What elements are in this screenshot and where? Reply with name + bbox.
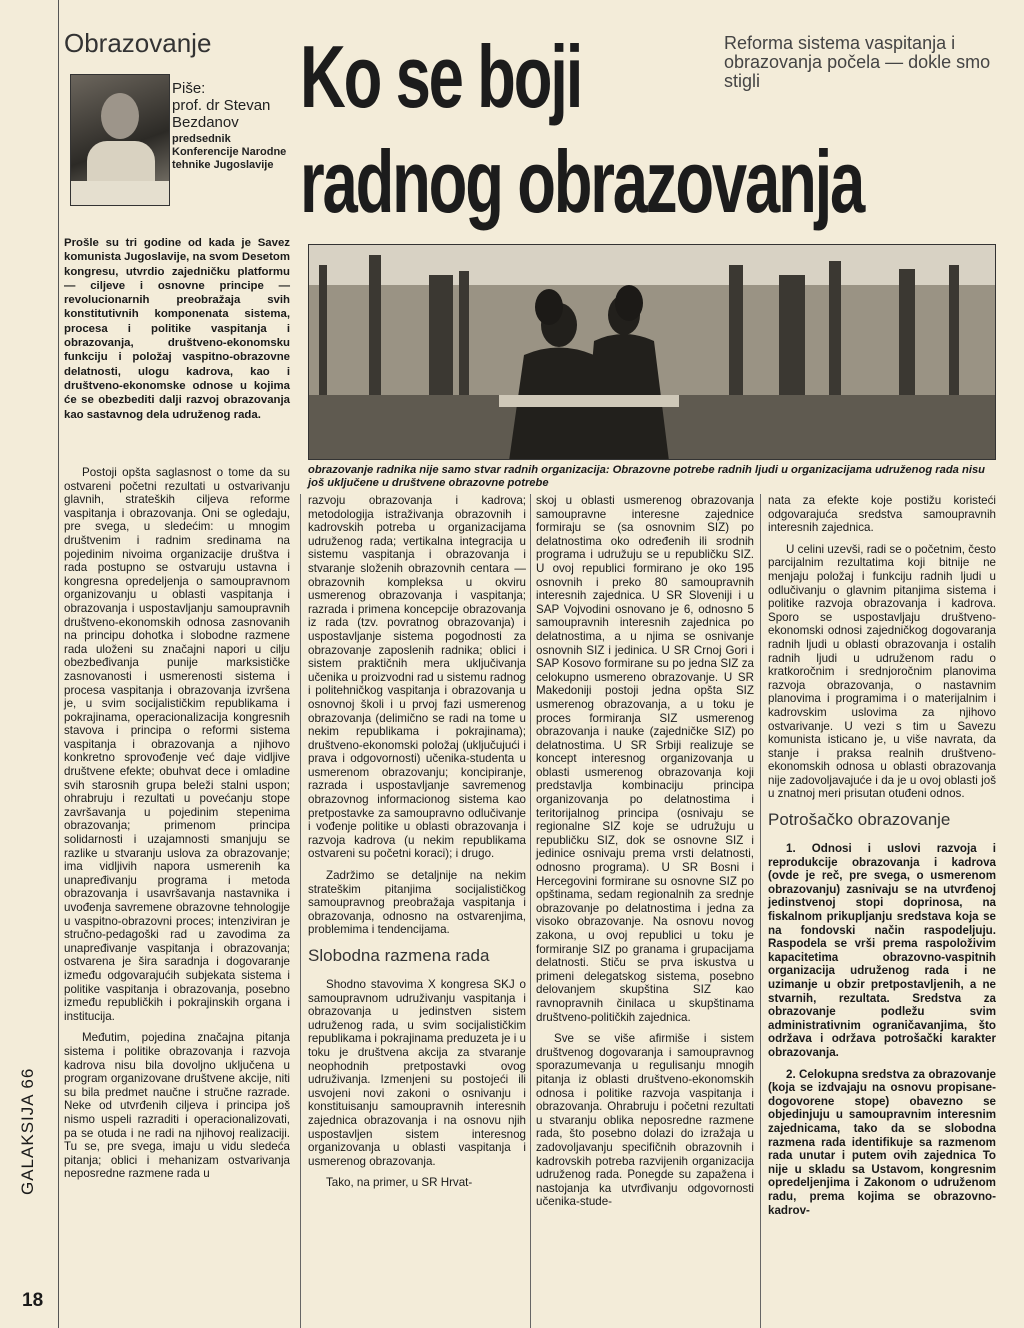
paragraph: nata za efekte koje postižu koristeći odgovarajuća sredstva samoupravnih interesnih zajednica. [768,494,996,535]
paragraph: razvoju obrazovanja i kadrova; metodologija istraživanja obrazovnih i kadrovskih potreba u organizacijama udruženog rada; vertikalna integracija u sistemu vaspitanja i obrazovanja i stvaranje složenih obrazovnih centara — obrazovnih kompleksa u okviru usmerenog obrazovanja i vaspitanja; razrada i primena koncepcije obrazovanja iz rada (tzv. povratnog obrazovanja) i uspostavljanje sistema pogodnosti za obrazovanje zaposlenih radnika; oblici i sistem praktičnih mera uključivanja učenika u proizvodni rad u sistemu radnog i politehničkog vaspitanja i obrazovanja u osnovnoj školi i u prvoj fazi usmerenog obrazovanja (delimično se radi na tome u nekim republikama i pokrajinama); društveno-ekonomski položaj (uključujući i prava i odgovornosti) učenika-studenta u usmerenom obrazovanju; koncipiranje, razrada i uspostavljanje savremenog obrazovnog informacionog sistema kao pretpostavke za samoupravno odlučivanje i vođenje politike u oblasti obrazovanja i razvoja kadrova (u nekim republikama ostvareni su početni koraci); i drugo. [308,494,526,861]
author-label: Piše: [172,80,206,97]
body-column-2 [308,494,526,1198]
magazine-side-label: GALAKSIJA 66 [18,1067,37,1195]
column-rule [530,494,531,1328]
paragraph: 1. Odnosi i uslovi razvoja i reprodukcije obrazovanja i kadrova (ovde je reč, pre svega, o usmerenom obrazovanju) zasnivaju se na utvrđenoj jedinstvenoj stopi doprinosa, na fiskalnom prikupljanju sredstava koja se na fondovski način raspodeljuju. Raspodela se vrši prema raspoloživim kapacitetima obrazovno-vaspitnih organizacija udruženog rada i ne uzimanje u obzir pretpostavljenih, a ne stvarnih, rezultata. Sredstva za obrazovanje podležu svim administrativnim ograničavanjima, što održava i održava potrošački karakter obrazovanja. [768,842,996,1059]
workshop-photo [308,244,996,460]
author-name: prof. dr Stevan Bezdanov [172,97,271,131]
body-column-3 [536,494,754,1217]
column-rule [760,494,761,1328]
paragraph: Tako, na primer, u SR Hrvat- [326,1176,473,1190]
paragraph: Postoji opšta saglasnost o tome da su ostvareni početni rezultati u ostvarivanju glavnih, strateških ciljeva reforme vaspitanja i obrazovanja. Oni se ogledaju, pre svega, u sledećim: u mnogim društvenim i radnim sredinama na pojedinim nivoima organizacije društva i rada postupno se ostvaruju ustavna i kongresna opredeljenja o samoupravnom organizovanju u oblasti vaspitanja i obrazovanja i uspostavljanju samoupravnih društveno-ekonomskih odnosa zasnovanih na principu dohotka i slobodne razmene rada uloženi su značajni napori u cilju obezbeđivanja punije marksističke zasnovanosti i usmerenosti sistema i procesa vaspitanja i obrazovanja izvršena je, u svim socijalističkim republikama i pokrajinama, operacionalizacija kongresnih stavova i principa o reformi sistema vaspitanja i obrazovanja a njihovo konkretno sprovođenje već daje vidljive društvene efekte; obuhvat dece i omladine svih starosnih grupa beleži stalni uspon; ohrabruju i rezultati u povećanju stope završavanja u pojedinim stepenima obrazovanja; primenom principa solidarnosti i uzajamnosti smanjuju se razlike u stvaranju uslova za obrazovanje; ima vidljivih napora usmerenih ka unapređivanju programa i metoda obrazovanja i usavršavanja nastavnika i uvođenja savremene obrazovne tehnologije u vaspitno-obrazovni proces; intenziviran je stručno-pedagoški rad u zavodima za unapređivanje vaspitanja i obrazovanja; ostvarena je šira saradnja i dogovaranje između odgovarajućih subjekata sistema i politike vaspitanja i obrazovanja, posebno između republičkih i pokrajinskih organa i institucija. [64,466,290,1023]
section-rubric: Obrazovanje [64,28,212,58]
column-rule [300,494,301,1328]
body-column-4 [768,494,996,1225]
subheading-potrosacko-obrazovanje: Potrošačko obrazovanje [768,810,951,830]
author-block [172,80,300,172]
page-number: 18 [22,1290,44,1311]
paragraph: Shodno stavovima X kongresa SKJ o samoupravnom udruživanju vaspitanja i obrazovanja u jedinstven sistem udruženog rada, u svim socijalističkim republikama i pokrajinama preduzeta je i u toku je društvena akcija za stvaranje neophodnih pretpostavki ovog udruživanja. Izmenjeni su postojeći ili usvojeni novi zakoni o osnivanju i konstituisanju samoupravnih interesnih zajednica obrazovanja i na osnovu njih uspostavljen sistem interesnog organizovanja u oblasti vaspitanja i usmerenog obrazovanja. [308,978,526,1168]
paragraph: Zadržimo se detaljnije na nekim strateškim pitanjima socijalističkog samoupravnog preobražaja vaspitanja i obrazovanja, odnosno na ostvarenjima, problemima i tendencijama. [308,869,526,937]
paragraph: skoj u oblasti usmerenog obrazovanja samoupravne interesne zajednice formiraju se (sa osnovnim SIZ) po delatnostima oko određenih ili srodnih programa i udružuju se u republičku SIZ. U ovoj republici formirano je oko 195 osnovnih i preko 80 samoupravnih interesnih zajednica. U SR Sloveniji i u SAP Vojvodini osnovano je 6, odnosno 5 samoupravnih interesnih zajednica po delatnostima, a u njima se osnivanje osnovnih SIZ i jedinica. U SR Crnoj Gori i SAP Kosovo formirane su po jedna SIZ za celokupno usmereno obrazovanje. U SR Makedoniji postoji jedna opšta SIZ usmerenog obrazovanja, a u toku je proces formiranja SIZ usmerenog obrazovanja i nauke (zajedničke SIZ) po delatnostima. U SR Srbiji realizuje se koncept interesnog organizovanja u oblasti usmerenog obrazovanja koji predstavlja kombinaciju principa organizovanja po delatnostima i teritorijalnog principa (osnivaju se regionalne SIZ koje se udružuju u republičku SIZ, dok se osnovne SIZ i jedinice osnivaju prema vrsti delatnosti, odnosno programa). U SR Bosni i Hercegovini formirane su osnovne SIZ po opštinama, sedam regionalnih za srednje obrazovanje po delatnostima i jedna za visoko obrazovanje. Na osnovu novog zakona, u ovoj republici u toku je formiranje SIZ po granama i grupacijama delatnosti. Stiču se prva iskustva u primeni delegatskog sistema, posebno delovanjem skupština SIZ kao ravnopravnih činilaca u skupštinama društveno-političkih zajednica. [536,494,754,1024]
margin-rule [58,0,59,1328]
deck-subtitle: Reforma sistema vaspitanja i obrazovanja počela — dokle smo stigli [724,33,991,91]
paragraph: Međutim, pojedina značajna pitanja sistema i politike obrazovanja i razvoja kadrova nisu bila dovoljno uključena u program organizovane društvene akcije, niti su bila predmet naučne i stručne razrade. Neke od utvrđenih ciljeva i principa još nismo uspeli razraditi i operacionalizovati, pa se otuda i ne radi na njihovoj realizaciji. Tu se, pre svega, imaju u vidu sledeća pitanja; oblici i mehanizam ostvarivanja neposredne razmene rada u [64,1031,290,1181]
headline-line-1: Ko se boji [300,27,582,126]
lead-paragraph: Prošle su tri godine od kada je Savez komunista Jugoslavije, na svom Desetom kongresu, utvrdio zajedničku platformu — ciljeve i osnovne principe — revolucionarnih preobražaja svih konstitutivnih komponenata sistema, procesa i politike vaspitanja i obrazovanja, društveno-ekonomsku funkciju i položaj vaspitno-obrazovne delatnosti, ulogu kadrova, kao i društveno-ekonomske odnose u kojima će se obezbediti dalji razvoj obrazovanja kao sastavnog dela udruženog rada. [64,237,290,421]
paragraph: Sve se više afirmiše i sistem društvenog dogovaranja i samoupravnog sporazumevanja u regulisanju mnogih pitanja iz oblasti društveno-ekonomskih odnosa i politike razvoja vaspitanja i obrazovanja. Ohrabruju i početni rezultati u stvaranju oblika neposredne razmene rada, što posebno dolazi do izražaja u zadovoljavanju specifičnih obrazovnih i kadrovskih potreba razvijenih organizacija udruženog rada. Ponegde su zapažena i nastojanja ka utvrđivanju odgovornosti učenika-stude- [536,1032,754,1209]
author-portrait [70,74,170,206]
photo-caption: obrazovanje radnika nije samo stvar radnih organizacija: Obrazovne potrebe radnih ljudi u organizacijama udruženog rada nisu još uključene u društvene obrazovne potrebe [308,464,985,489]
headline-line-2: radnog obrazovanja [300,132,864,231]
paragraph: 2. Celokupna sredstva za obrazovanje (koja se izdvajaju na osnovu propisane-dogovorene stope) obavezno se objedinjuju u samoupravnim interesnim zajednicama, tako da se slobodna razmena rada identifikuje sa razmenom rada unutar i putem ovih zajednica To nije u skladu sa Ustavom, kongresnim opredeljenjima i Zakonom o udruženom radu, prema kojima se obrazovno-kadrov- [768,1067,996,1217]
body-column-1 [64,466,290,1189]
author-role: predsednik Konferencije Narodne tehnike Jugoslavije [172,133,287,171]
subheading-slobodna-razmena-rada: Slobodna razmena rada [308,946,490,965]
paragraph: U celini uzevši, radi se o početnim, često parcijalnim rezultatima koji bitnije ne menjaju položaj i funkciju radnih ljudi u odlučivanju o glavnim pitanjima sistema i politike razvoja obrazovanja i kadrova. Sporo se uspostavljaju društveno-ekonomski odnosi zajedničkog dogovaranja radnih ljudi u oblasti obrazovanja i ostalih radnih ljudi u udruženom radu o kratkoročnim i srednjoročnim planovima razvoja obrazovanja, o nastavnim planovima i programima i o materijalnim i kadrovskim uslovima za njihovo ostvarivanje. U vezi s tim u Savezu komunista isticano je, u više navrata, da stanje i praksa realnih društveno-ekonomskih odnosa u oblasti obrazovanja nije zadovoljavajuće i da je u ovoj oblasti još u znatnoj meri prisutan otuđeni odnos. [768,542,996,801]
